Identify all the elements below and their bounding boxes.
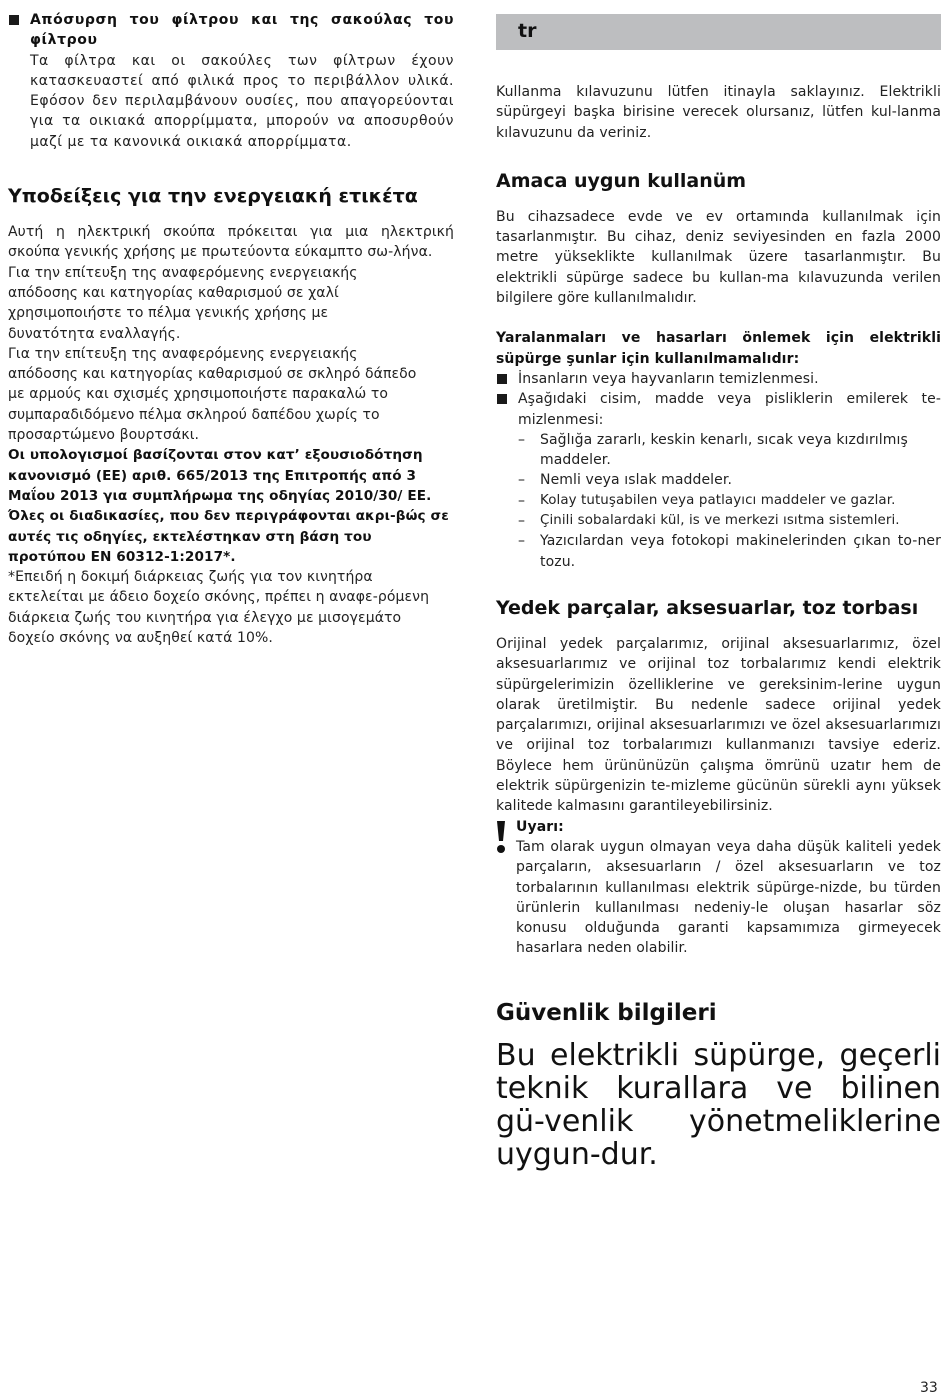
disposal-body: Τα φίλτρα και οι σακούλες των φίλτρων έχουν κατασκευαστεί από φιλικά προς το περιβάλλον υλικά. Εφόσον δεν περιλαμβάνουν ουσίες, που απαγορεύονται για τα οικιακά απορρίμματα, μπορούν να αποσυρθούν μαζί με τα κανονικά οικιακά απορρίμματα. xyxy=(30,52,454,150)
dash-icon: – xyxy=(518,472,526,489)
intro-text: Kullanma kılavuzunu lütfen itinayla saklayınız. Elektrikli süpürgeyi başka birisine verecek olursanız, lütfen kul-lanma kılavuzunu da veriniz. xyxy=(496,84,941,141)
misuse-sub-text: Kolay tutuşabilen veya patlayıcı maddeler ve gazlar. xyxy=(540,492,896,508)
exclamation-warning-icon xyxy=(496,819,506,855)
energy-para-1: Αυτή η ηλεκτρική σκούπα πρόκειται για μια ηλεκτρική σκούπα γενικής χρήσης με πρωτεύοντα εύκαμπτο σω-λήνα. xyxy=(8,224,454,261)
energy-footnote: *Επειδή η δοκιμή διάρκειας ζωής για τον κινητήρα εκτελείται με άδειο δοχείο σκόνης, πρέπει η αναφε-ρόμενη διάρκεια ζωής του κινητήρα για έλεγχο με μισογεμάτο δοχείο σκόνης να αυξηθεί κατά 10%. xyxy=(8,569,430,647)
spare-parts-heading: Yedek parçalar, aksesuarlar, toz torbası xyxy=(496,596,919,619)
misuse-sub-item xyxy=(496,470,941,490)
misuse-sub-text: Yazıcılardan veya fotokopi makinelerinden çıkan to-ner tozu. xyxy=(540,533,941,570)
misuse-sub-item xyxy=(496,511,941,531)
language-header-bar xyxy=(496,14,941,50)
misuse-sub-text: Sağlığa zararlı, keskin kenarlı, sıcak veya kızdırılmış maddeler. xyxy=(540,431,908,469)
misuse-bullet-text: İnsanların veya hayvanların temizlenmesi. xyxy=(518,370,819,387)
intended-use-heading: Amaca uygun kullanüm xyxy=(496,169,747,192)
warning-block xyxy=(496,817,941,959)
misuse-sub-text: Nemli veya ıslak maddeler. xyxy=(540,472,733,489)
warning-text: Tam olarak uygun olmayan veya daha düşük kaliteli yedek parçaların, aksesuarların / özel aksesuarların ve toz torbalarının kullanılması elektrik süpürge-nizde, bu türden ürünlerin kullanılması nedeniy-le oluşan hasarlar söz konusu olduğunda garanti kapsamımıza girmeyecek hasarlara neden olabilir. xyxy=(516,838,941,957)
page-number: 33 xyxy=(920,1380,938,1396)
spare-parts-body: Orijinal yedek parçalarımız, orijinal aksesuarlarımız, özel aksesuarlarımız ve orijinal toz torbalarımız kendi elektrik süpürgelerimizin özelliklerine ve gereksinim-lerine uygun olarak üretilmiştir. Bu nedenle sadece orijinal yedek parçalarımızı, orijinal aksesuarlarımızı ve özel aksesuarlarımızı ve orijinal toz torbalarımızı kullanmanızı tavsiye ederiz. Böylece hem ürününüzün çalışma ömrünü uzatır hem de elektrik süpürgenizin te-mizleme gücünün sürekli aynı yüksek kalitede kalmasını garantileyebilirsiniz. xyxy=(496,635,941,815)
right-column xyxy=(496,82,941,1171)
misuse-sub-item xyxy=(496,491,941,511)
dash-icon: – xyxy=(518,533,526,550)
misuse-sub-item xyxy=(496,531,941,572)
dash-icon: – xyxy=(518,513,526,530)
misuse-bullet xyxy=(496,389,941,430)
misuse-warning-intro: Yaralanmaları ve hasarları önlemek için elektrikli süpürge şunlar için kullanılmamalıdır: xyxy=(496,330,941,367)
energy-para-2: Για την επίτευξη της αναφερόμενης ενεργειακής απόδοσης και κατηγορίας καθαρισμού σε χαλί χρησιμοποιήστε το πέλμα γενικής χρήσης με δυνατότητα εναλλαγής. xyxy=(8,264,358,342)
disposal-title: Απόσυρση του φίλτρου και της σακούλας του φίλτρου xyxy=(30,12,454,49)
disposal-item xyxy=(8,10,454,152)
safety-heading: Güvenlik bilgileri xyxy=(496,999,717,1026)
dash-icon: – xyxy=(518,492,526,509)
energy-label-section xyxy=(8,222,454,648)
energy-para-3: Για την επίτευξη της αναφερόμενης ενεργειακής απόδοσης και κατηγορίας καθαρισμού σε σκληρό δάπεδο με αρμούς και σχισμές χρησιμοποιήστε παρακαλώ το συμπαραδιδόμενο πέλμα σκληρού δαπέδου χωρίς το προσαρτώμενο βουρτσάκι. xyxy=(8,345,417,444)
energy-label-heading: Υποδείξεις για την ενεργειακή ετικέτα xyxy=(8,185,418,208)
misuse-bullet xyxy=(496,369,941,389)
energy-bold-note: Οι υπολογισμοί βασίζονται στον κατ’ εξουσιοδότηση κανονισμό (ΕΕ) αριθ. 665/2013 της Επιτροπής από 3 Μαΐου 2013 για συμπλήρωμα της οδηγίας 2010/30/ ΕΕ. Όλες οι διαδικασίες, που δεν περιγράφονται ακρι-βώς σε αυτές τις οδηγίες, εκτελέστηκαν στη βάση του προτύπου EN 60312-1:2017*. xyxy=(8,447,449,565)
intended-use-body: Bu cihazsadece evde ve ev ortamında kullanılmak için tasarlanmıştır. Bu cihaz, deniz seviyesinden en fazla 2000 metre yükseklikte kullanılmak üzere tasarlanmıştır. Bu elektrikli süpürge sadece bu kullan-ma kılavuzunda verilen bilgilere göre kullanılmalıdır. xyxy=(496,208,941,307)
square-bullet-icon xyxy=(9,15,19,25)
misuse-sub-item xyxy=(496,430,941,471)
misuse-bullet-text: Aşağıdaki cisim, madde veya pisliklerin emilerek te-mizlenmesi: xyxy=(518,391,941,428)
square-bullet-icon xyxy=(497,374,507,384)
square-bullet-icon xyxy=(497,394,507,404)
safety-body: Bu elektrikli süpürge, geçerli teknik kurallara ve bilinen gü-venlik yönetmeliklerine uygun-dur. xyxy=(496,1037,941,1172)
dash-icon: – xyxy=(518,431,526,448)
warning-label: Uyarı: xyxy=(516,818,564,835)
language-tag: tr xyxy=(518,20,537,42)
left-column xyxy=(8,0,454,648)
misuse-sub-text: Çinili sobalardaki kül, is ve merkezi ısıtma sistemleri. xyxy=(540,513,900,529)
